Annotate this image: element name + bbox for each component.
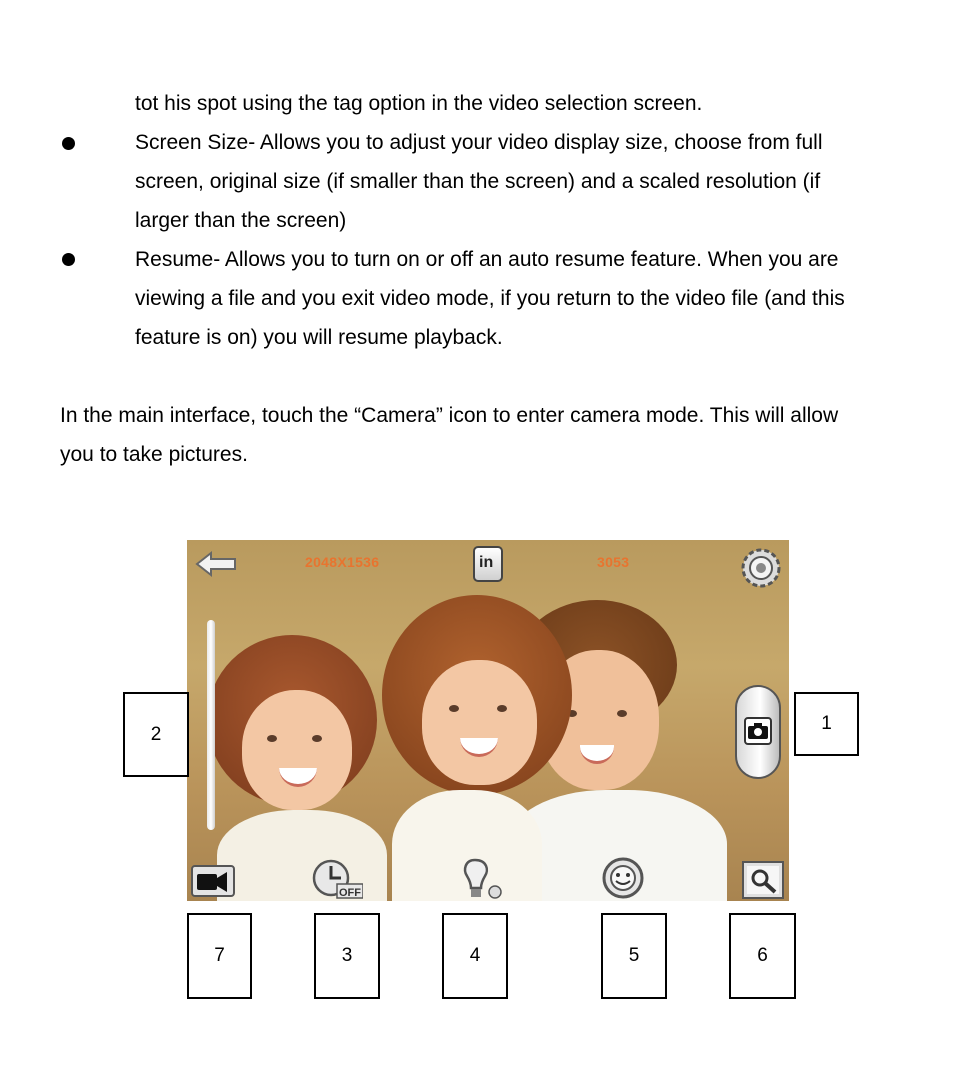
video-camera-icon[interactable] (191, 862, 235, 898)
text-bullet1-line2: screen, original size (if smaller than the screen) and a scaled resolution (if (135, 170, 821, 193)
light-bulb-icon[interactable] (459, 856, 505, 900)
shutter-button[interactable] (735, 685, 781, 779)
resolution-label: 2048X1536 (305, 554, 380, 570)
zoom-slider[interactable] (207, 620, 215, 830)
self-timer-icon[interactable] (311, 856, 363, 900)
camera-shutter-icon (744, 717, 772, 745)
back-arrow-icon[interactable] (195, 550, 239, 578)
timer-off-label: OFF (339, 887, 361, 899)
bullet-resume (62, 253, 75, 266)
text-bullet1-line1: Screen Size- Allows you to adjust your video display size, choose from full (135, 131, 823, 154)
callout-6: 6 (729, 913, 796, 999)
gallery-icon[interactable] (741, 860, 785, 900)
text-bullet2-line2: viewing a file and you exit video mode, if you return to the video file (and this (135, 287, 845, 310)
callout-3: 3 (314, 913, 380, 999)
camera-screen (187, 540, 789, 901)
callout-2: 2 (123, 692, 189, 777)
bullet-screen-size (62, 137, 75, 150)
text-line-1: tot his spot using the tag option in the video selection screen. (135, 92, 703, 115)
internal-memory-icon[interactable] (473, 546, 503, 582)
text-para-line1: In the main interface, touch the “Camera” icon to enter camera mode. This will allow (60, 404, 839, 427)
callout-4: 4 (442, 913, 508, 999)
shots-remaining-label: 3053 (597, 554, 630, 570)
smiley-face-icon[interactable] (599, 856, 647, 900)
callout-1: 1 (794, 692, 859, 756)
text-bullet1-line3: larger than the screen) (135, 209, 347, 232)
text-bullet2-line1: Resume- Allows you to turn on or off an auto resume feature. When you are (135, 248, 839, 271)
text-para-line2: you to take pictures. (60, 443, 248, 466)
callout-7: 7 (187, 913, 252, 999)
gear-icon[interactable] (739, 546, 783, 590)
callout-5: 5 (601, 913, 667, 999)
text-bullet2-line3: feature is on) you will resume playback. (135, 326, 503, 349)
memory-badge: in (479, 554, 494, 571)
